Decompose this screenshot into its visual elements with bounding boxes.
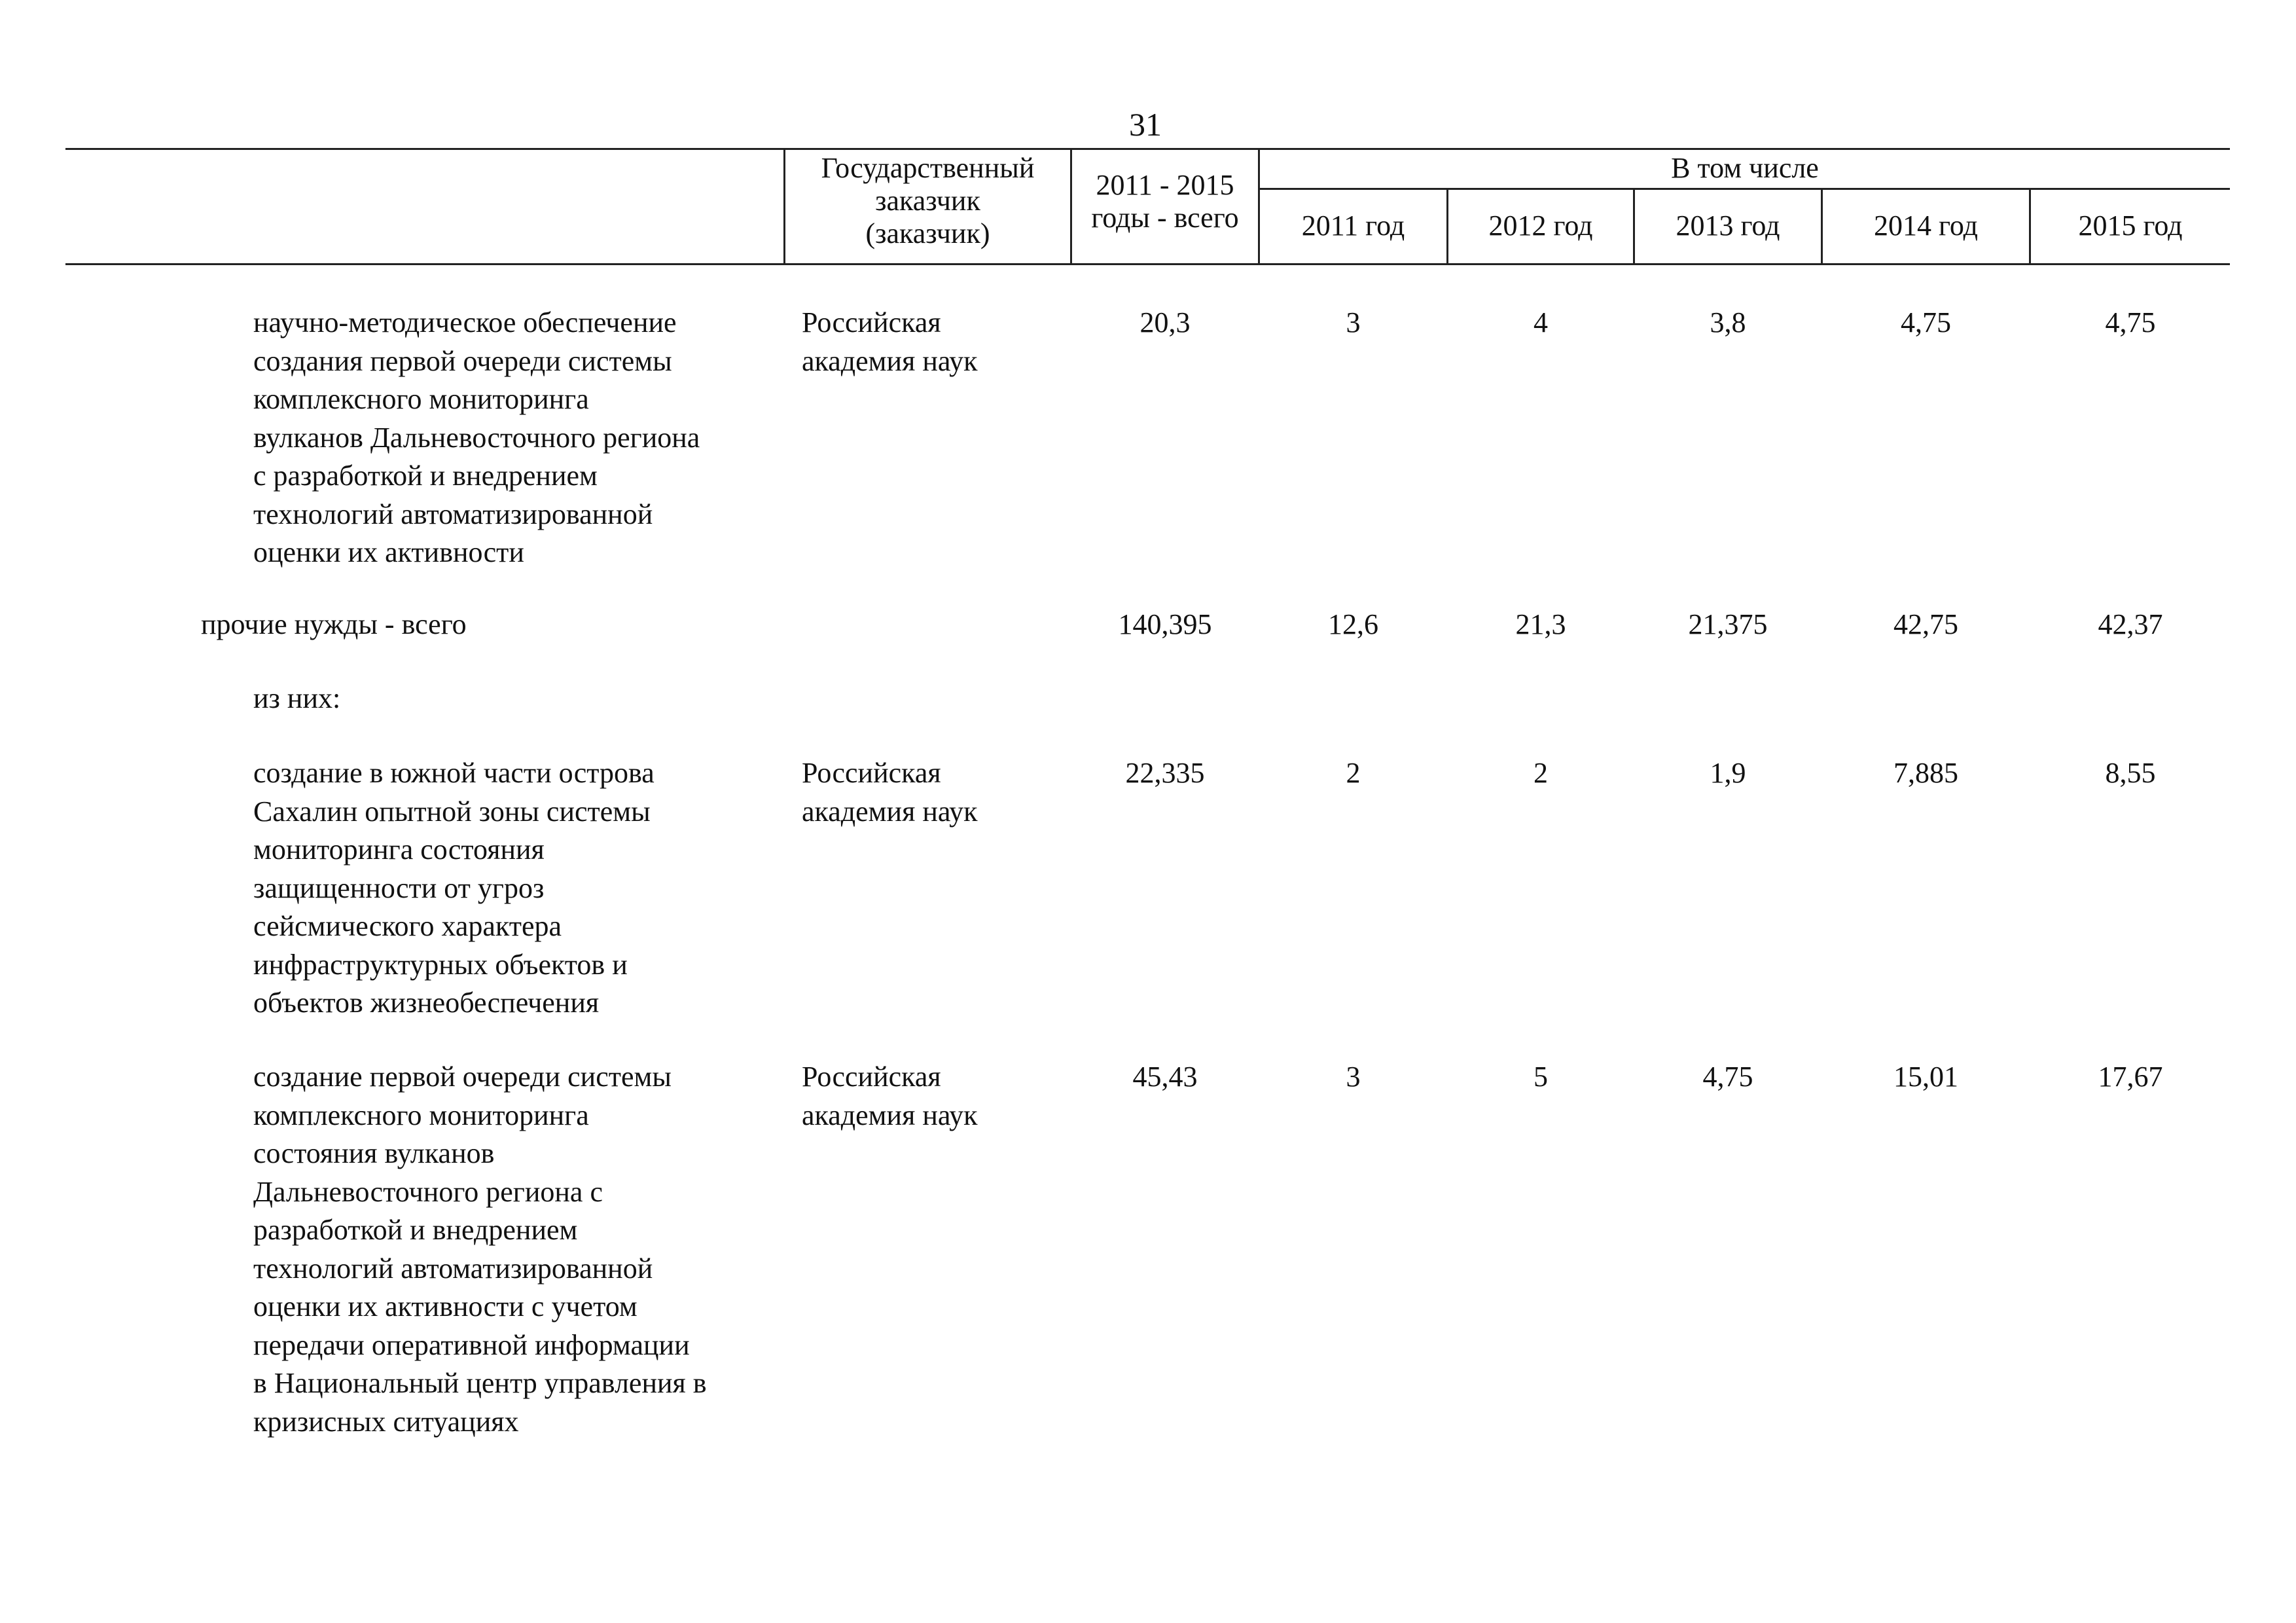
row-2-total: 140,395 [1118, 608, 1212, 640]
header-group-label: В том числе [1671, 152, 1819, 184]
description-line: Сахалин опытной зоны системы [253, 795, 651, 828]
description-line: из них: [253, 682, 341, 714]
customer-line: Российская [802, 1061, 941, 1093]
description-line: кризисных ситуациях [253, 1405, 519, 1438]
customer-line: Российская [802, 757, 941, 789]
row-4-2011: 2 [1346, 757, 1361, 789]
description-line: создание в южной части острова [253, 757, 655, 789]
row-1-2014: 4,75 [1901, 306, 1951, 338]
description-line: передачи оперативной информации [253, 1328, 690, 1361]
description-line: технологий автоматизированной [253, 498, 653, 530]
header-year-2015: 2015 год [2078, 210, 2183, 242]
header-customer-line: заказчик [875, 185, 980, 217]
row-2-2014: 42,75 [1893, 608, 1958, 640]
header-bottom-rule [65, 263, 2230, 265]
description-line: создания первой очереди системы [253, 344, 672, 377]
row-5-customer [802, 1058, 978, 1135]
description-line: сейсмического характера [253, 910, 562, 942]
description-line: состояния вулканов [253, 1137, 495, 1169]
row-1-2015: 4,75 [2105, 306, 2156, 338]
row-1-2011: 3 [1346, 306, 1361, 338]
header-year-2011: 2011 год [1301, 210, 1405, 242]
row-5-total: 45,43 [1132, 1061, 1198, 1093]
row-5-2015: 17,67 [2098, 1061, 2163, 1093]
description-line: комплексного мониторинга [253, 383, 589, 415]
row-1-description [253, 304, 700, 572]
row-2-2012: 21,3 [1515, 608, 1566, 640]
row-1-total: 20,3 [1139, 306, 1191, 338]
row-5-2014: 15,01 [1893, 1061, 1958, 1093]
row-3-description [253, 680, 340, 718]
description-line: оценки их активности с учетом [253, 1290, 637, 1322]
description-line: в Национальный центр управления в [253, 1367, 707, 1399]
header-year-2012: 2012 год [1488, 210, 1593, 242]
description-line: создание первой очереди системы [253, 1061, 672, 1093]
row-4-total: 22,335 [1125, 757, 1205, 789]
row-1-customer [802, 304, 978, 380]
customer-line: академия наук [802, 344, 978, 377]
row-4-description [253, 754, 655, 1023]
description-line: инфраструктурных объектов и [253, 948, 628, 981]
description-line: оценки их активности [253, 536, 524, 568]
description-line: объектов жизнеобеспечения [253, 987, 600, 1019]
customer-line: Российская [802, 306, 941, 338]
description-line: комплексного мониторинга [253, 1099, 589, 1131]
page-number: 31 [1129, 106, 1162, 143]
row-5-2012: 5 [1534, 1061, 1548, 1093]
description-line: с разработкой и внедрением [253, 460, 598, 492]
description-line: мониторинга состояния [253, 833, 545, 866]
row-2-2015: 42,37 [2098, 608, 2163, 640]
header-total [1072, 169, 1258, 234]
row-2-description [201, 606, 467, 644]
header-customer-line: (заказчик) [865, 217, 990, 249]
header-group-rule [1258, 188, 2230, 190]
row-1-2013: 3,8 [1710, 306, 1746, 338]
description-line: разработкой и внедрением [253, 1214, 578, 1246]
description-line: технологий автоматизированной [253, 1252, 653, 1285]
header-top-rule [65, 148, 2230, 150]
row-5-2013: 4,75 [1702, 1061, 1753, 1093]
description-line: защищенности от угроз [253, 871, 545, 904]
row-5-2011: 3 [1346, 1061, 1361, 1093]
header-year-2013: 2013 год [1676, 210, 1780, 242]
row-2-2013: 21,375 [1688, 608, 1768, 640]
header-customer-line: Государственный [821, 152, 1035, 184]
customer-line: академия наук [802, 795, 978, 828]
customer-line: академия наук [802, 1099, 978, 1131]
description-line: вулканов Дальневосточного региона [253, 421, 700, 454]
row-4-2014: 7,885 [1893, 757, 1958, 789]
row-4-2015: 8,55 [2105, 757, 2156, 789]
header-customer [785, 152, 1070, 250]
header-total-line: 2011 - 2015 [1096, 169, 1234, 201]
row-4-2013: 1,9 [1710, 757, 1746, 789]
header-total-line: годы - всего [1091, 202, 1239, 234]
row-4-customer [802, 754, 978, 831]
row-1-2012: 4 [1534, 306, 1548, 338]
description-line: Дальневосточного региона с [253, 1175, 603, 1208]
header-year-2014: 2014 год [1873, 210, 1979, 242]
description-line: прочие нужды - всего [201, 608, 467, 640]
row-4-2012: 2 [1534, 757, 1548, 789]
row-2-2011: 12,6 [1328, 608, 1378, 640]
description-line: научно-методическое обеспечение [253, 306, 677, 338]
row-5-description [253, 1058, 707, 1441]
